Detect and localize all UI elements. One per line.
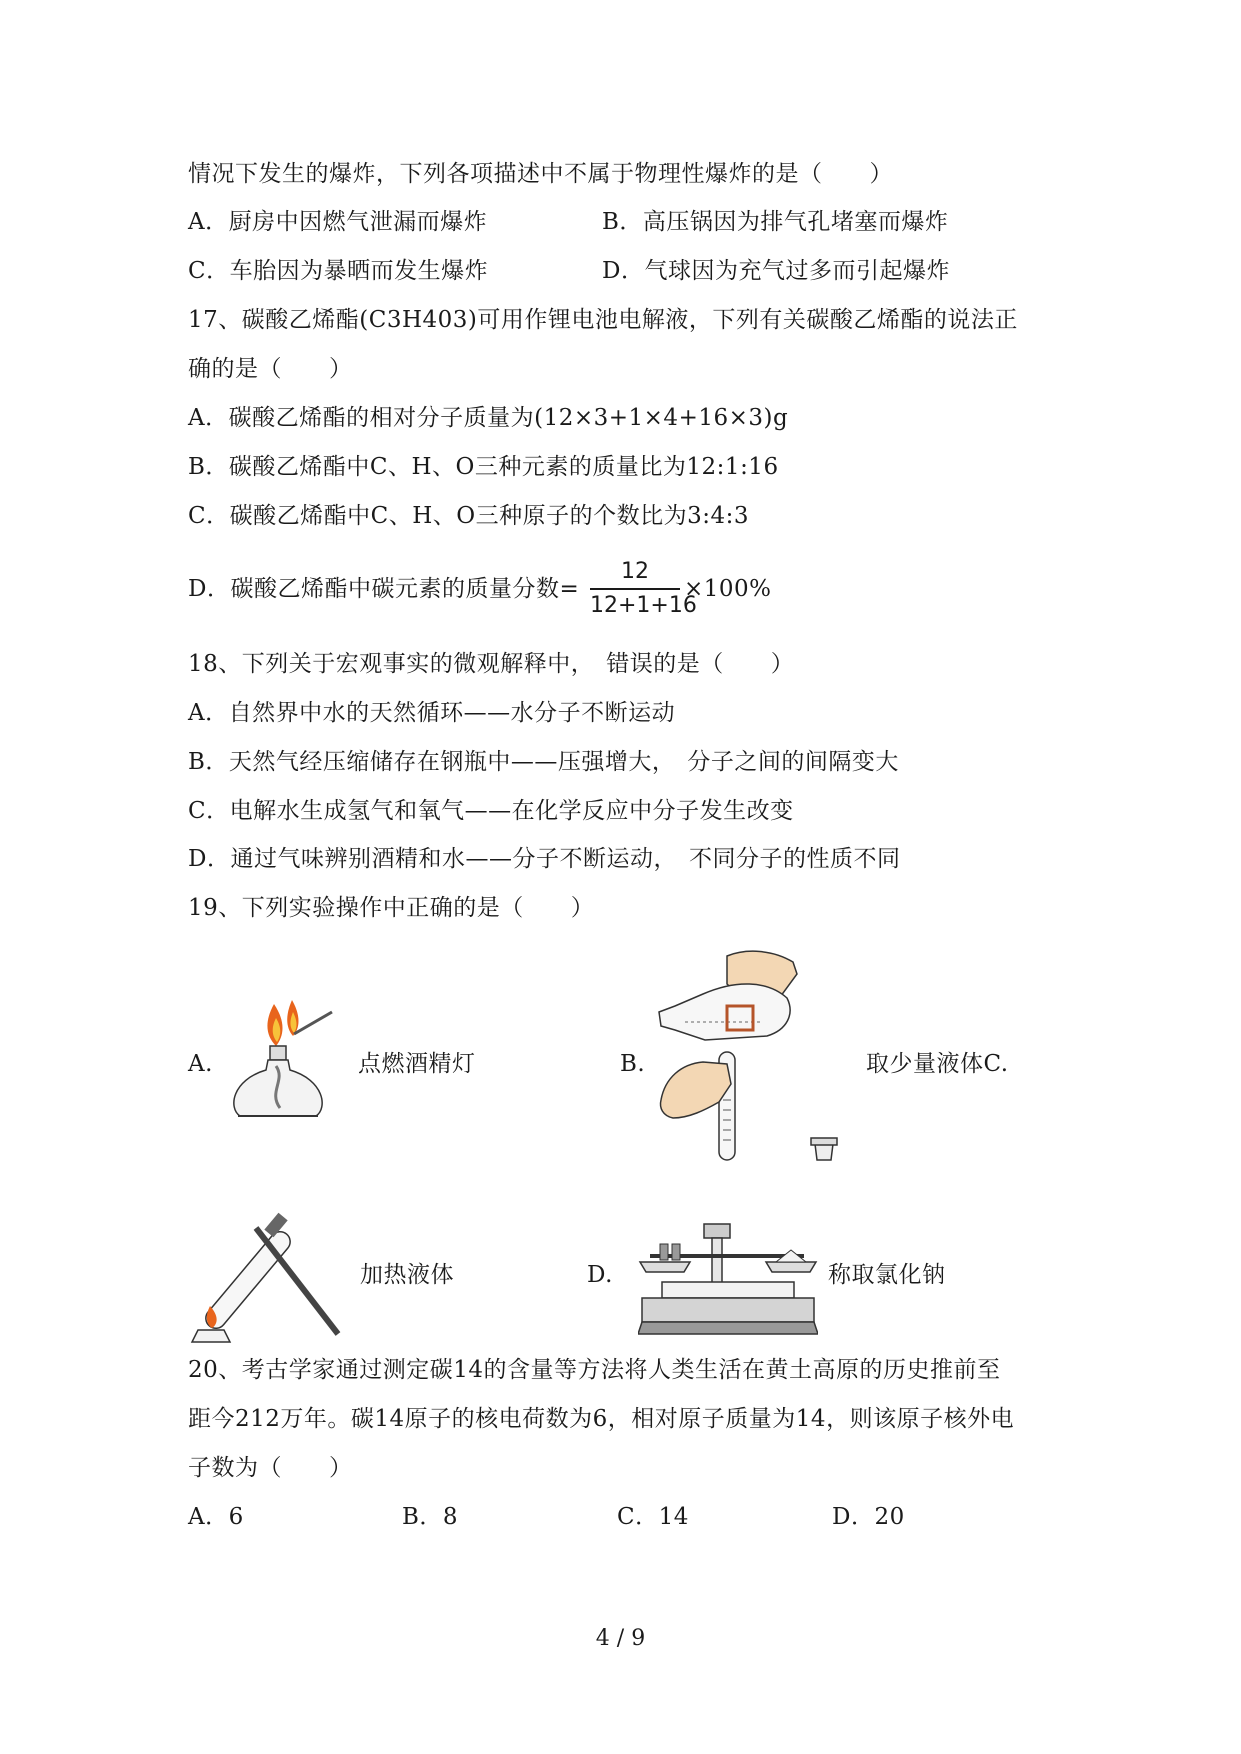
q17-option-a: A．碳酸乙烯酯的相对分子质量为(12×3+1×4+16×3)g	[188, 405, 789, 431]
q16-stem-tail: 情况下发生的爆炸，下列各项描述中不属于物理性爆炸的是（ ）	[188, 161, 893, 187]
q19-option-a-letter: A.	[188, 1051, 213, 1077]
page-number: 4 / 9	[595, 1626, 646, 1651]
q17-option-d-prefix: D．碳酸乙烯酯中碳元素的质量分数=	[188, 576, 580, 602]
fraction-numerator: 12	[621, 559, 649, 584]
pouring-liquid-test-tube-icon	[655, 950, 855, 1175]
fraction-bar	[590, 588, 680, 590]
q17-option-c: C．碳酸乙烯酯中C、H、O三种原子的个数比为3:4:3	[188, 503, 750, 529]
q19-option-d-label: 称取氯化钠	[828, 1262, 946, 1288]
q17-stem-line1: 17、碳酸乙烯酯(C3H403)可用作锂电池电解液，下列有关碳酸乙烯酯的说法正	[188, 307, 1018, 333]
q19-option-c-label: 加热液体	[360, 1262, 454, 1288]
heating-liquid-test-tube-icon	[188, 1206, 348, 1346]
q20-option-c: C．14	[617, 1504, 689, 1530]
q19-option-d-letter: D.	[587, 1262, 613, 1288]
q18-option-b: B．天然气经压缩储存在钢瓶中——压强增大， 分子之间的间隔变大	[188, 749, 899, 775]
q16-option-c: C．车胎因为暴晒而发生爆炸	[188, 258, 489, 284]
q18-option-a: A．自然界中水的天然循环——水分子不断运动	[188, 700, 676, 726]
q20-stem-line1: 20、考古学家通过测定碳14的含量等方法将人类生活在黄土高原的历史推前至	[188, 1357, 1001, 1383]
q20-stem-line2: 距今212万年。碳14原子的核电荷数为6，相对原子质量为14，则该原子核外电	[188, 1406, 1015, 1432]
q18-option-c: C．电解水生成氢气和氧气——在化学反应中分子发生改变	[188, 798, 794, 824]
q17-option-d-suffix: ×100%	[684, 576, 772, 602]
q19-option-b-letter: B.	[620, 1051, 646, 1077]
alcohol-lamp-lighting-icon	[228, 996, 348, 1126]
q16-option-d: D．气球因为充气过多而引起爆炸	[602, 258, 950, 284]
q16-option-b: B．高压锅因为排气孔堵塞而爆炸	[602, 209, 949, 235]
q20-option-a: A．6	[188, 1504, 244, 1530]
q19-option-a-label: 点燃酒精灯	[358, 1051, 476, 1077]
q20-option-b: B．8	[402, 1504, 459, 1530]
q19-stem: 19、下列实验操作中正确的是（ ）	[188, 895, 595, 921]
q17-stem-line2: 确的是（ ）	[188, 356, 353, 382]
fraction-denominator: 12+1+16	[590, 593, 697, 618]
q18-stem: 18、下列关于宏观事实的微观解释中， 错误的是（ ）	[188, 651, 795, 677]
q20-stem-line3: 子数为（ ）	[188, 1455, 353, 1481]
q18-option-d: D．通过气味辨别酒精和水——分子不断运动， 不同分子的性质不同	[188, 846, 901, 872]
balance-scale-icon	[638, 1222, 818, 1340]
q17-option-b: B．碳酸乙烯酯中C、H、O三种元素的质量比为12:1:16	[188, 454, 779, 480]
q16-option-a: A．厨房中因燃气泄漏而爆炸	[188, 209, 488, 235]
q20-option-d: D．20	[832, 1504, 905, 1530]
q17-option-d-fraction	[590, 558, 697, 620]
q19-option-b-label: 取少量液体C.	[866, 1051, 1009, 1077]
